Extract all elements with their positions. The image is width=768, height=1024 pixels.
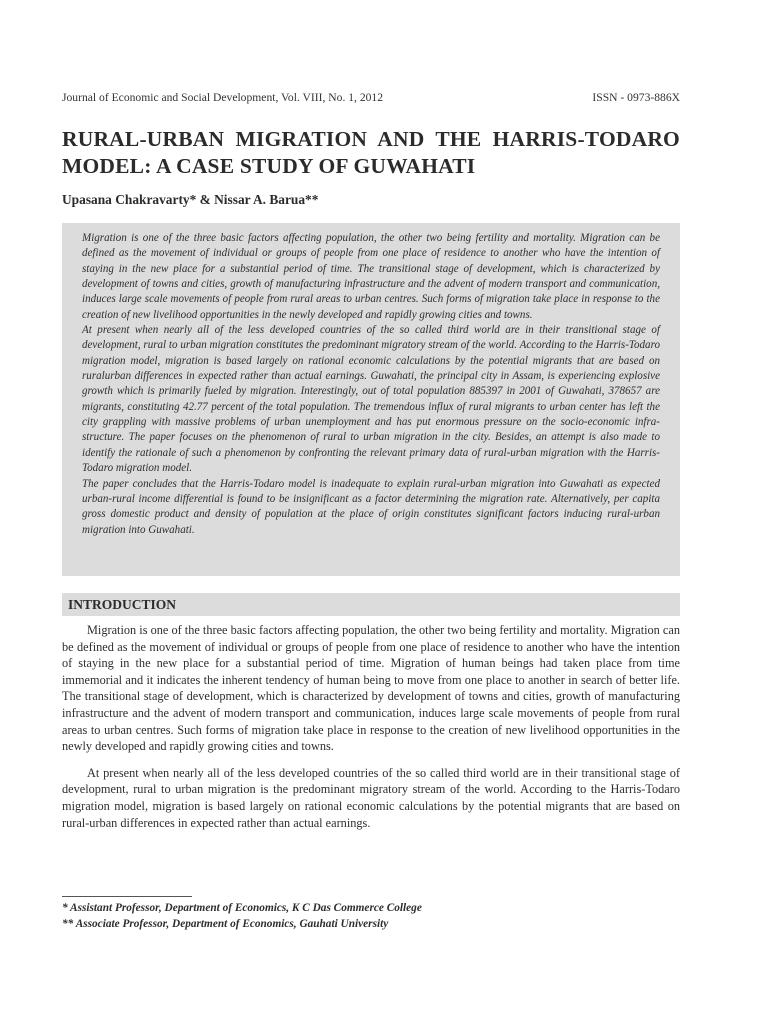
introduction-body	[62, 622, 680, 841]
footnotes	[62, 900, 680, 932]
abstract-paragraph-2: At present when nearly all of the less developed countries of the so called third world are in their transitional stage of development, rural to urban migration constitutes the predominant migratory stream of the world. According to the Harris-Todaro migration model, migration is based largely on rational economic calculations by the potential migrants that are based on ruralurban differences in expected rather than actual earnings. Guwahati, the principal city in Assam, is experiencing explosive growth which is primarily fueled by migration. Interestingly, out of total population 885397 in 2001 of Guwahati, 378657 are migrants, constituting 42.77 percent of the total population. The tremendous influx of rural migrants to urban center has left the city grappling with massive problems of urban unemployment and has put enormous pressure on the socio-economic infra-structure. The paper focuses on the phenomenon of rural to urban migration in the city. Besides, an attempt is also made to identify the rationale of such a phenomenon by confronting the relevant primary data of rural-urban migration with the Harris- Todaro migration model.	[82, 324, 660, 475]
journal-citation: Journal of Economic and Social Development, Vol. VIII, No. 1, 2012	[62, 91, 384, 104]
paper-title: RURAL-URBAN MIGRATION AND THE HARRIS-TODARO MODEL: A CASE STUDY OF GUWAHATI	[62, 127, 680, 178]
footnote-1: * Assistant Professor, Department of Economics, K C Das Commerce College	[62, 902, 422, 914]
footnote-divider	[62, 896, 192, 897]
running-header	[62, 91, 680, 104]
section-heading-introduction: INTRODUCTION	[62, 593, 680, 616]
issn-label: ISSN - 0973-886X	[592, 91, 680, 104]
paper-page	[62, 0, 680, 1024]
author-line: Upasana Chakravarty* & Nissar A. Barua**	[62, 192, 319, 207]
footnote-2: ** Associate Professor, Department of Economics, Gauhati University	[62, 918, 389, 930]
abstract-paragraph-1: Migration is one of the three basic factors affecting population, the other two being fertility and mortality. Migration can be defined as the movement of individual or groups of people from one place of residence to another who have the intention of staying in the new place for a substantial period of time. The transitional stage of development, which is characterized by development of towns and cities, growth of manufacturing infrastructure and the advent of modern transport and communication, induces large scale movements of people from rural areas to urban centres. Such forms of migration take place in response to the creation of new livelihood opportunities in the newly developed and rapidly growing cities and towns.	[82, 232, 660, 321]
abstract-paragraph-3: The paper concludes that the Harris-Todaro model is inadequate to explain rural-urban migration into Guwahati as expected urban-rural income differential is found to be insignificant as a factor determining the migration rate. Alternatively, per capita gross domestic product and density of population at the place of origin constitutes significant factors inducing rural-urban migration into Guwahati.	[82, 477, 660, 536]
body-paragraph-1: Migration is one of the three basic factors affecting population, the other two being fertility and mortality. Migration can be defined as the movement of individual or groups of people from one place of residence to another who have the intention of staying in the new place for a substantial period of time. Migration of human beings had taken place from time immemorial and it indicates the inherent tendency of human being to move from one place to another in search of better life. The transitional stage of development, which is characterized by development of towns and cities, growth of manufacturing infrastructure and the advent of modern transport and communication, induces large scale movements of people from rural areas to urban centres. Such forms of migration take place in response to the creation of new livelihood opportunities in the newly developed and rapidly growing cities and towns.	[62, 623, 680, 754]
abstract-box	[62, 223, 680, 576]
body-paragraph-2: At present when nearly all of the less developed countries of the so called third world are in their transitional stage of development, rural to urban migration is the predominant migratory stream of the world. According to the Harris-Todaro migration model, migration is based largely on rational economic calculations by the potential migrants that are based on rural-urban differences in expected rather than actual earnings.	[62, 765, 680, 830]
